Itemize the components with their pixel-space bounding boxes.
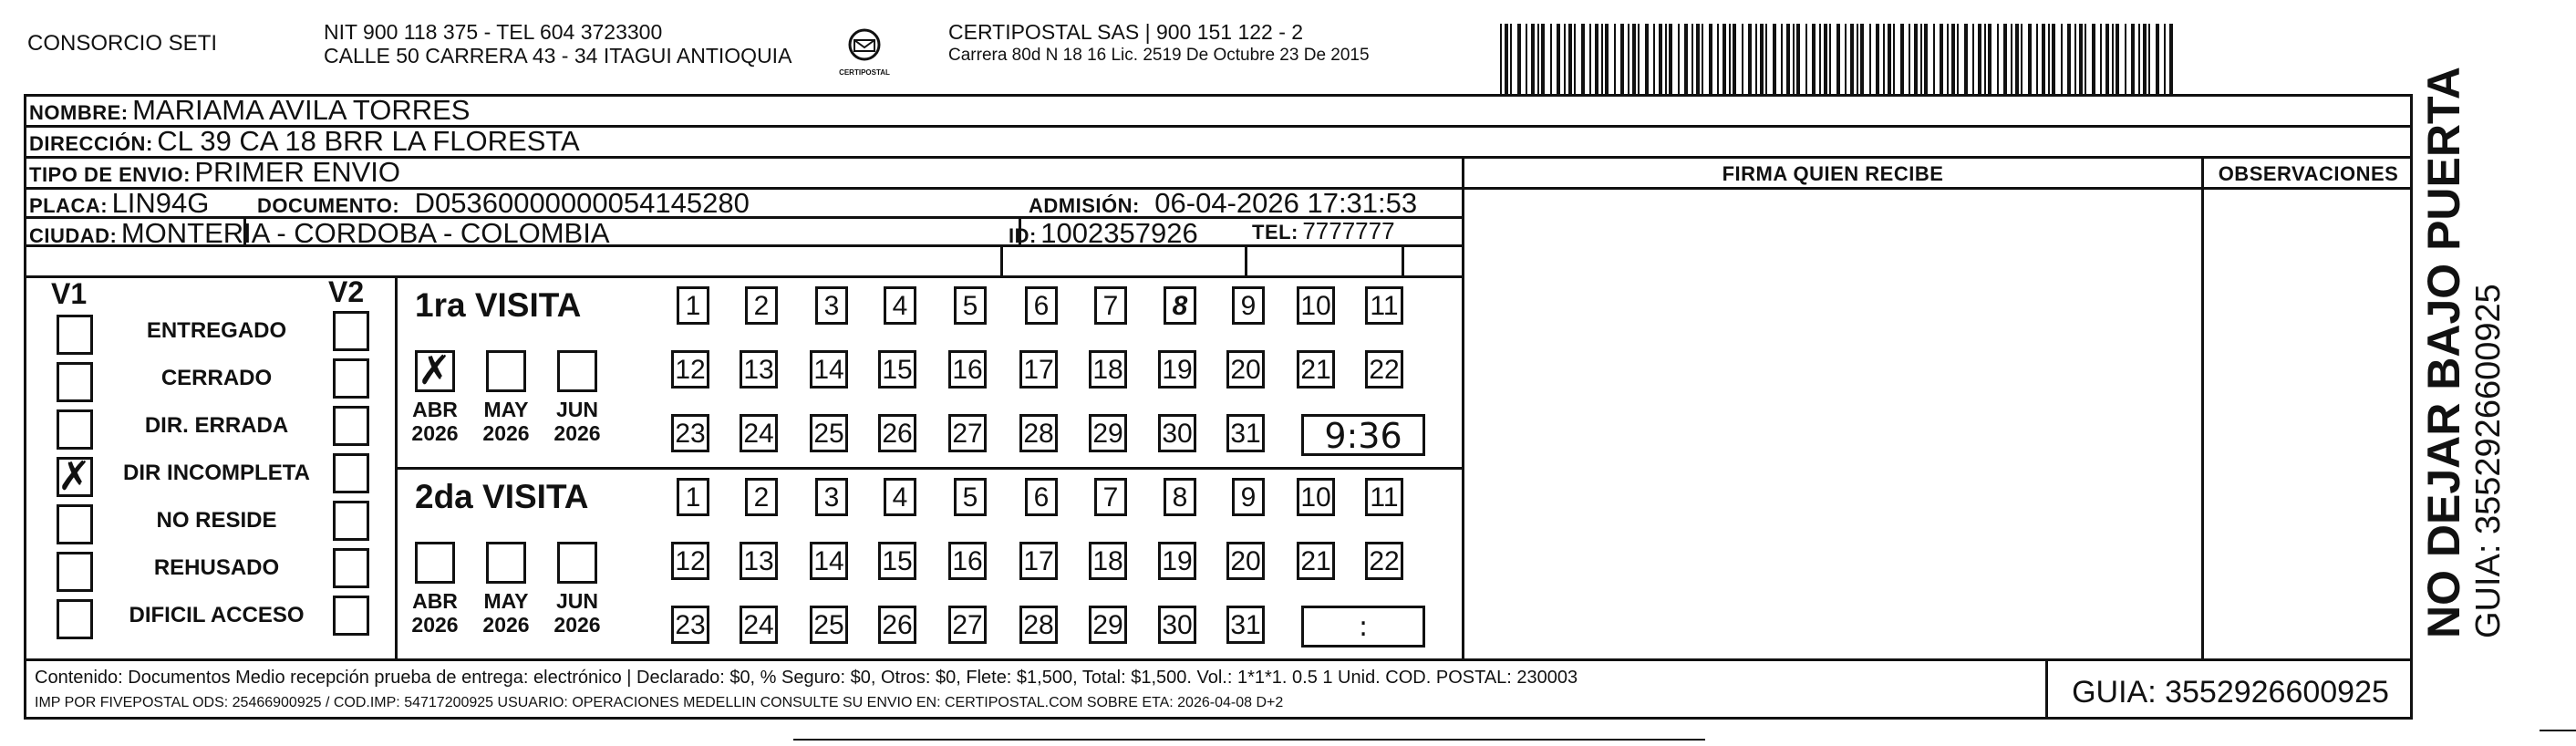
barcode-bar — [1645, 24, 1649, 95]
barcode-bar — [2092, 24, 2095, 95]
month-checkbox-2-0[interactable] — [415, 542, 455, 584]
barcode-bar — [1702, 24, 1703, 95]
barcode-bar — [1620, 24, 1624, 95]
barcode-bar — [2015, 24, 2019, 95]
day-box-1-10[interactable]: 10 — [1297, 286, 1335, 325]
day-box-2-17[interactable]: 17 — [1019, 542, 1058, 580]
day-box-1-16[interactable]: 16 — [948, 350, 987, 389]
barcode-bar — [1614, 24, 1616, 95]
day-box-2-9[interactable]: 9 — [1232, 478, 1265, 516]
day-box-2-1[interactable]: 1 — [677, 478, 709, 516]
ciudad-value: MONTERIA - CORDOBA - COLOMBIA — [120, 217, 610, 249]
reason-label-3: DIR INCOMPLETA — [123, 461, 310, 485]
barcode-bar — [1574, 24, 1576, 95]
v1-checkbox-6[interactable] — [57, 599, 93, 639]
barcode-bar — [1957, 24, 1959, 95]
day-box-1-22[interactable]: 22 — [1365, 350, 1403, 389]
direccion-value: CL 39 CA 18 BRR LA FLORESTA — [157, 125, 580, 157]
barcode-bar — [1773, 24, 1776, 95]
barcode-bar — [1812, 24, 1816, 95]
barcode-bar — [1684, 24, 1688, 95]
nombre-label: NOMBRE: — [29, 101, 129, 124]
reason-label-2: DIR. ERRADA — [144, 413, 289, 438]
visit-title-1: 1ra VISITA — [415, 286, 582, 324]
ciudad-label: CIUDAD: — [29, 224, 118, 247]
day-box-2-16[interactable]: 16 — [948, 542, 987, 580]
tipo-envio-label: TIPO DE ENVIO: — [29, 163, 191, 186]
barcode-bar — [1669, 24, 1672, 95]
month-label-1-2 — [545, 398, 609, 445]
day-box-1-6[interactable]: 6 — [1025, 286, 1058, 325]
barcode-bar — [2105, 24, 2109, 95]
barcode-bar — [1517, 24, 1521, 95]
barcode-bar — [1729, 24, 1731, 95]
nombre-row — [29, 94, 470, 127]
tel-label: TEL: — [1252, 221, 1298, 243]
day-box-2-3[interactable]: 3 — [815, 478, 848, 516]
day-box-1-13[interactable]: 13 — [740, 350, 778, 389]
month-name: MAY — [483, 398, 529, 421]
day-box-2-10[interactable]: 10 — [1297, 478, 1335, 516]
company-line-2: CALLE 50 CARRERA 43 - 34 ITAGUI ANTIOQUIA — [324, 44, 792, 67]
v2-checkbox-4[interactable] — [333, 501, 369, 541]
barcode-bar — [1531, 24, 1535, 95]
day-box-1-9[interactable]: 9 — [1232, 286, 1265, 325]
barcode-bar — [1709, 24, 1712, 95]
barcode-bar — [1972, 24, 1974, 95]
day-box-1-23[interactable]: 23 — [671, 414, 709, 452]
month-checkbox-2-1[interactable] — [486, 542, 526, 584]
placa-value: LIN94G — [111, 187, 210, 219]
day-box-2-4[interactable]: 4 — [884, 478, 916, 516]
documento-value: D05360000000054145280 — [414, 187, 750, 219]
barcode-bar — [1900, 24, 1904, 95]
barcode-bar — [1589, 24, 1591, 95]
observaciones-header: OBSERVACIONES — [2218, 162, 2399, 185]
barcode-bar — [1988, 24, 1991, 95]
barcode-bar — [2036, 24, 2038, 95]
reason-label-1: CERRADO — [160, 366, 273, 390]
admision-value: 06-04-2026 17:31:53 — [1154, 187, 1418, 219]
barcode-bar — [1537, 24, 1539, 95]
day-box-2-18[interactable]: 18 — [1089, 542, 1127, 580]
barcode-bar — [1659, 24, 1662, 95]
barcode-bar — [2148, 24, 2150, 95]
barcode-bar — [1796, 24, 1800, 95]
barcode-bar — [2116, 24, 2119, 95]
day-box-1-31[interactable]: 31 — [1226, 414, 1265, 452]
logo-text: CERTIPOSTAL — [839, 68, 890, 77]
barcode-bar — [2048, 24, 2050, 95]
side-rule — [2540, 730, 2576, 731]
month-label-2-2 — [545, 589, 609, 637]
barcode-bar — [2100, 24, 2102, 95]
day-box-1-3[interactable]: 3 — [815, 286, 848, 325]
barcode-bar — [1947, 24, 1949, 95]
carrier-line-1: CERTIPOSTAL SAS | 900 151 122 - 2 — [948, 20, 1304, 44]
tel-value: 7777777 — [1302, 217, 1395, 244]
barcode-bar — [1526, 24, 1527, 95]
footer-contenido: Contenido: Documentos Medio recepción prueba de entrega: electrónico | Declarado: $0, % Seguro: $0, Otros: $0, Flete: $1,500, Total: $1,500. Vol.: 1*1*1. 0.5 1 Unid. COD. POSTAL: 230003 — [35, 668, 1578, 688]
month-name: ABR — [412, 398, 458, 421]
barcode-bar — [1829, 24, 1831, 95]
barcode-bar — [1845, 24, 1847, 95]
reason-label-0: ENTREGADO — [146, 318, 287, 343]
month-label-2-0 — [403, 589, 467, 637]
month-name: MAY — [483, 589, 529, 613]
placa-label: PLACA: — [29, 194, 109, 217]
documento-label: DOCUMENTO: — [257, 194, 400, 217]
v1-checkbox-5[interactable] — [57, 552, 93, 592]
month-year: 2026 — [411, 613, 459, 637]
certipostal-logo — [828, 26, 901, 80]
day-box-2-7[interactable]: 7 — [1094, 478, 1127, 516]
month-year: 2026 — [411, 421, 459, 445]
barcode-bar — [1742, 24, 1743, 95]
barcode-bar — [1638, 24, 1640, 95]
month-name: JUN — [555, 398, 598, 421]
day-box-2-11[interactable]: 11 — [1365, 478, 1403, 516]
time-box-2[interactable]: : — [1301, 606, 1425, 648]
v1-checkbox-4[interactable] — [57, 504, 93, 544]
v2-checkbox-5[interactable] — [333, 548, 369, 588]
barcode-bar — [1505, 24, 1508, 95]
barcode-bar — [1914, 24, 1918, 95]
reason-label-5: REHUSADO — [153, 555, 280, 580]
day-box-2-31[interactable]: 31 — [1226, 606, 1265, 644]
documento-cell — [257, 187, 750, 220]
visit-title-2: 2da VISITA — [415, 478, 589, 515]
barcode-bar — [1951, 24, 1955, 95]
day-box-2-12[interactable]: 12 — [671, 542, 709, 580]
footer-guia: GUIA: 3552926600925 — [2072, 675, 2389, 710]
month-name: JUN — [555, 589, 598, 613]
day-box-2-21[interactable]: 21 — [1297, 542, 1335, 580]
day-box-2-13[interactable]: 13 — [740, 542, 778, 580]
v1-checkbox-2[interactable] — [57, 409, 93, 450]
company-line-1: NIT 900 118 375 - TEL 604 3723300 — [324, 20, 663, 44]
barcode-bar — [1909, 24, 1910, 95]
day-box-2-14[interactable]: 14 — [810, 542, 848, 580]
day-box-1-7[interactable]: 7 — [1094, 286, 1127, 325]
barcode-bar — [2052, 24, 2055, 95]
admision-cell — [1029, 187, 1417, 220]
month-label-2-1 — [474, 589, 538, 637]
barcode-bar — [1564, 24, 1566, 95]
barcode-bar — [1510, 24, 1512, 95]
day-box-2-24[interactable]: 24 — [740, 606, 778, 644]
barcode-bar — [1964, 24, 1968, 95]
day-box-2-26[interactable]: 26 — [878, 606, 916, 644]
v2-checkbox-3[interactable] — [333, 453, 369, 493]
bottom-rule — [793, 739, 1705, 741]
day-box-1-19[interactable]: 19 — [1158, 350, 1196, 389]
tel-cell — [1252, 217, 1395, 245]
day-box-2-5[interactable]: 5 — [954, 478, 987, 516]
barcode-bar — [1632, 24, 1636, 95]
barcode-bar — [1628, 24, 1629, 95]
id-cell — [1009, 217, 1198, 250]
barcode-bar — [1723, 24, 1726, 95]
barcode-bar — [2169, 24, 2173, 95]
barcode-bar — [2042, 24, 2045, 95]
side-guia: GUIA: 3552926600925 — [2469, 284, 2508, 638]
id-value: 1002357926 — [1040, 217, 1198, 249]
id-label: ID: — [1009, 224, 1037, 247]
month-label-1-1 — [474, 398, 538, 445]
day-box-1-29[interactable]: 29 — [1089, 414, 1127, 452]
barcode-bar — [1793, 24, 1795, 95]
month-label-1-0 — [403, 398, 467, 445]
barcode-bar — [2061, 24, 2063, 95]
barcode-bar — [1760, 24, 1764, 95]
placa-cell — [29, 187, 209, 220]
v1-label: V1 — [51, 277, 88, 310]
barcode-bar — [1550, 24, 1552, 95]
time-box-1[interactable]: 9:36 — [1301, 414, 1425, 456]
barcode-bar — [2028, 24, 2032, 95]
day-box-2-22[interactable]: 22 — [1365, 542, 1403, 580]
day-box-2-28[interactable]: 28 — [1019, 606, 1058, 644]
day-box-1-24[interactable]: 24 — [740, 414, 778, 452]
barcode-bar — [1653, 24, 1655, 95]
barcode-bar — [1781, 24, 1783, 95]
barcode-bar — [1997, 24, 1999, 95]
direccion-row — [29, 125, 580, 158]
day-box-1-26[interactable]: 26 — [878, 414, 916, 452]
day-box-2-27[interactable]: 27 — [948, 606, 987, 644]
barcode-bar — [1696, 24, 1700, 95]
barcode-bar — [1924, 24, 1928, 95]
day-box-1-15[interactable]: 15 — [878, 350, 916, 389]
barcode-bar — [1940, 24, 1943, 95]
barcode-bar — [1978, 24, 1981, 95]
v1-checkbox-1[interactable] — [57, 362, 93, 402]
barcode-bar — [1665, 24, 1667, 95]
barcode-bar — [2143, 24, 2147, 95]
month-checkbox-1-2[interactable] — [557, 350, 597, 392]
barcode-bar — [1933, 24, 1935, 95]
barcode-bar — [2112, 24, 2114, 95]
day-box-1-18[interactable]: 18 — [1089, 350, 1127, 389]
month-name: ABR — [412, 589, 458, 613]
barcode-bar — [2138, 24, 2140, 95]
v2-checkbox-1[interactable] — [333, 358, 369, 399]
day-box-1-25[interactable]: 25 — [810, 414, 848, 452]
day-box-1-28[interactable]: 28 — [1019, 414, 1058, 452]
nombre-value: MARIAMA AVILA TORRES — [132, 94, 471, 126]
barcode-bar — [1836, 24, 1840, 95]
day-box-2-25[interactable]: 25 — [810, 606, 848, 644]
barcode-bar — [1755, 24, 1757, 95]
barcode-bar — [1568, 24, 1572, 95]
v2-checkbox-6[interactable] — [333, 596, 369, 636]
v2-checkbox-2[interactable] — [333, 406, 369, 446]
v2-checkbox-0[interactable] — [333, 311, 369, 351]
month-year: 2026 — [553, 613, 601, 637]
barcode-bar — [2079, 24, 2083, 95]
barcode-bar — [1500, 24, 1502, 95]
barcode-bar — [1733, 24, 1736, 95]
day-box-1-21[interactable]: 21 — [1297, 350, 1335, 389]
barcode-bar — [1678, 24, 1680, 95]
footer-imp: IMP POR FIVEPOSTAL ODS: 25466900925 / COD.IMP: 54717200925 USUARIO: OPERACIONES MEDELLIN CONSULTE SU ENVIO EN: CERTIPOSTAL.COM SOBRE ETA: 2026-04-08 D+2 — [35, 695, 1284, 710]
day-box-1-1[interactable]: 1 — [677, 286, 709, 325]
barcode-bar — [1765, 24, 1767, 95]
day-box-2-30[interactable]: 30 — [1158, 606, 1196, 644]
month-checkbox-2-2[interactable] — [557, 542, 597, 584]
barcode-bar — [1748, 24, 1752, 95]
no-dejar-bajo-puerta: NO DEJAR BAJO PUERTA — [2418, 67, 2469, 638]
day-box-1-5[interactable]: 5 — [954, 286, 987, 325]
barcode-bar — [1893, 24, 1895, 95]
day-box-1-4[interactable]: 4 — [884, 286, 916, 325]
barcode-bar — [1869, 24, 1871, 95]
day-box-2-29[interactable]: 29 — [1089, 606, 1127, 644]
barcode-bar — [1786, 24, 1790, 95]
day-box-1-11[interactable]: 11 — [1365, 286, 1403, 325]
barcode-bar — [1984, 24, 1986, 95]
barcode-bar — [1883, 24, 1885, 95]
day-box-1-8[interactable]: 8 — [1164, 286, 1196, 325]
v1-checkbox-0[interactable] — [57, 315, 93, 355]
barcode-bar — [2067, 24, 2071, 95]
ciudad-cell — [29, 217, 610, 250]
side-text — [2418, 67, 2528, 638]
envelope-logo-icon — [828, 26, 901, 64]
v1-checkbox-3[interactable] — [57, 453, 93, 500]
day-box-1-14[interactable]: 14 — [810, 350, 848, 389]
barcode-bar — [2164, 24, 2166, 95]
month-checkbox-1-1[interactable] — [486, 350, 526, 392]
day-box-1-17[interactable]: 17 — [1019, 350, 1058, 389]
day-box-2-2[interactable]: 2 — [745, 478, 778, 516]
barcode-bar — [1601, 24, 1603, 95]
barcode-image — [1500, 24, 2179, 95]
barcode-bar — [2085, 24, 2086, 95]
day-box-1-2[interactable]: 2 — [745, 286, 778, 325]
x-mark-icon: ✗ — [418, 347, 451, 394]
barcode-bar — [1888, 24, 1891, 95]
month-checkbox-1-0[interactable] — [415, 347, 455, 394]
barcode-bar — [1717, 24, 1719, 95]
day-box-2-19[interactable]: 19 — [1158, 542, 1196, 580]
barcode-bar — [1605, 24, 1609, 95]
day-box-2-23[interactable]: 23 — [671, 606, 709, 644]
barcode-bar — [2011, 24, 2012, 95]
month-year: 2026 — [482, 421, 530, 445]
barcode-bar — [1819, 24, 1821, 95]
day-box-1-27[interactable]: 27 — [948, 414, 987, 452]
x-mark-icon: ✗ — [57, 453, 91, 500]
company-name: CONSORCIO SETI — [27, 31, 218, 56]
barcode-bar — [2021, 24, 2023, 95]
day-box-1-20[interactable]: 20 — [1226, 350, 1265, 389]
barcode-bar — [2074, 24, 2076, 95]
direccion-label: DIRECCIÓN: — [29, 132, 153, 155]
barcode-bar — [1876, 24, 1879, 95]
admision-label: ADMISIÓN: — [1029, 194, 1140, 217]
barcode-bar — [1557, 24, 1560, 95]
day-box-2-6[interactable]: 6 — [1025, 478, 1058, 516]
barcode-bar — [1824, 24, 1827, 95]
tipo-envio-value: PRIMER ENVIO — [194, 156, 401, 188]
day-box-1-12[interactable]: 12 — [671, 350, 709, 389]
barcode-bar — [1860, 24, 1864, 95]
tipo-envio-row — [29, 156, 400, 189]
day-box-2-8[interactable]: 8 — [1164, 478, 1196, 516]
firma-header: FIRMA QUIEN RECIBE — [1722, 162, 1944, 185]
reason-label-4: NO RESIDE — [156, 508, 277, 533]
barcode-bar — [1805, 24, 1807, 95]
barcode-bar — [1595, 24, 1598, 95]
barcode-bar — [1920, 24, 1922, 95]
barcode-bar — [1581, 24, 1585, 95]
barcode-bar — [1850, 24, 1854, 95]
barcode-bar — [2125, 24, 2126, 95]
month-year: 2026 — [482, 613, 530, 637]
barcode-bar — [1541, 24, 1545, 95]
carrier-line-2: Carrera 80d N 18 16 Lic. 2519 De Octubre 23 De 2015 — [948, 46, 1370, 65]
day-box-1-30[interactable]: 30 — [1158, 414, 1196, 452]
reason-label-6: DIFICIL ACCESO — [129, 603, 305, 627]
barcode-bar — [2131, 24, 2135, 95]
barcode-bar — [1691, 24, 1693, 95]
barcode-bar — [2003, 24, 2007, 95]
barcode-bar — [2156, 24, 2159, 95]
day-box-2-20[interactable]: 20 — [1226, 542, 1265, 580]
barcode-bar — [1857, 24, 1858, 95]
day-box-2-15[interactable]: 15 — [878, 542, 916, 580]
month-year: 2026 — [553, 421, 601, 445]
v2-label: V2 — [328, 275, 365, 308]
barcode — [1500, 24, 2179, 95]
